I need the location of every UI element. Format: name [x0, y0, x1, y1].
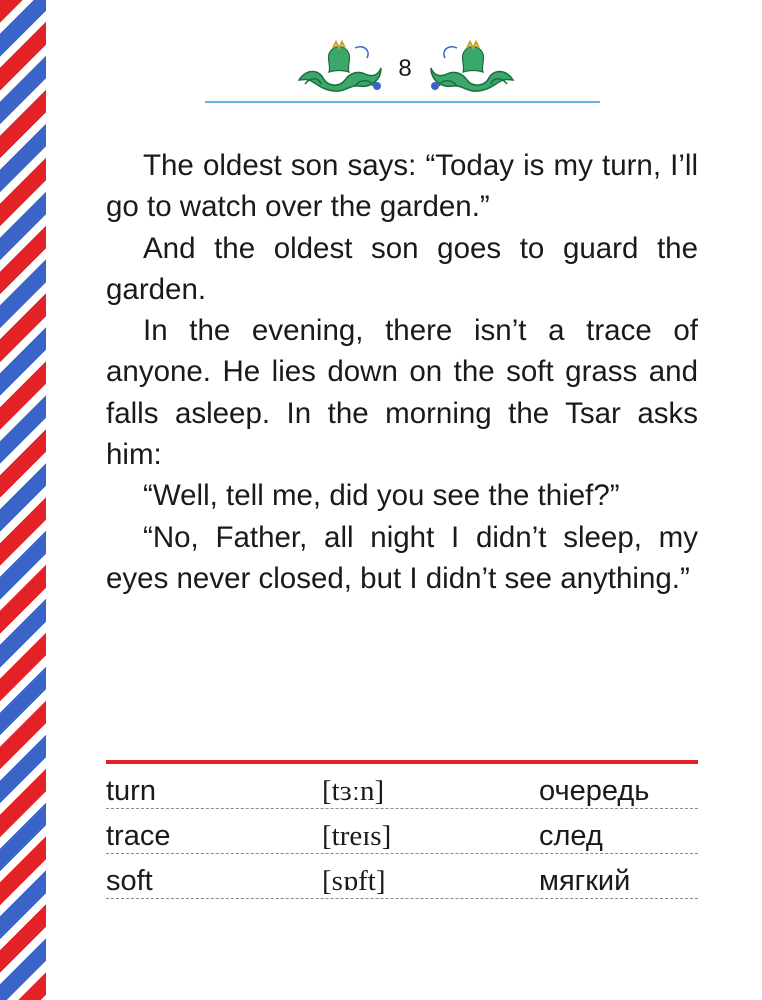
paragraph: “No, Father, all night I didn’t sleep, my eyes never closed, but I didn’t see anything.”	[106, 520, 698, 595]
header-rule	[205, 101, 600, 103]
vocabulary-row	[106, 854, 698, 899]
page-number: 8	[398, 55, 412, 82]
vocabulary-word: trace	[106, 820, 171, 852]
paragraph: In the evening, there isn’t a trace of anyone. He lies down on the soft grass and falls asleep. In the morning the Tsar asks him:	[106, 314, 698, 472]
paragraph: The oldest son says: “Today is my turn, I’ll go to watch over the garden.”	[106, 149, 698, 224]
vocabulary-translation: очередь	[539, 775, 650, 807]
story-text	[106, 145, 698, 599]
vocabulary-translation: мягкий	[539, 865, 631, 897]
page-header	[205, 36, 600, 106]
mermaid-icon	[427, 40, 519, 92]
vocabulary-transcription: [sɒft]	[322, 865, 386, 897]
mermaid-icon	[293, 40, 385, 92]
striped-border	[0, 0, 46, 1000]
vocabulary-row	[106, 809, 698, 854]
vocabulary-word: soft	[106, 865, 153, 897]
vocabulary-translation: след	[539, 820, 603, 852]
paragraph: “Well, tell me, did you see the thief?”	[143, 479, 620, 513]
vocabulary-transcription: [treɪs]	[322, 820, 392, 852]
paragraph: And the oldest son goes to guard the garden.	[106, 231, 698, 306]
vocabulary-transcription: [tɜːn]	[322, 775, 385, 807]
vocabulary-table	[106, 760, 698, 899]
vocabulary-row	[106, 764, 698, 809]
vocabulary-word: turn	[106, 775, 156, 807]
